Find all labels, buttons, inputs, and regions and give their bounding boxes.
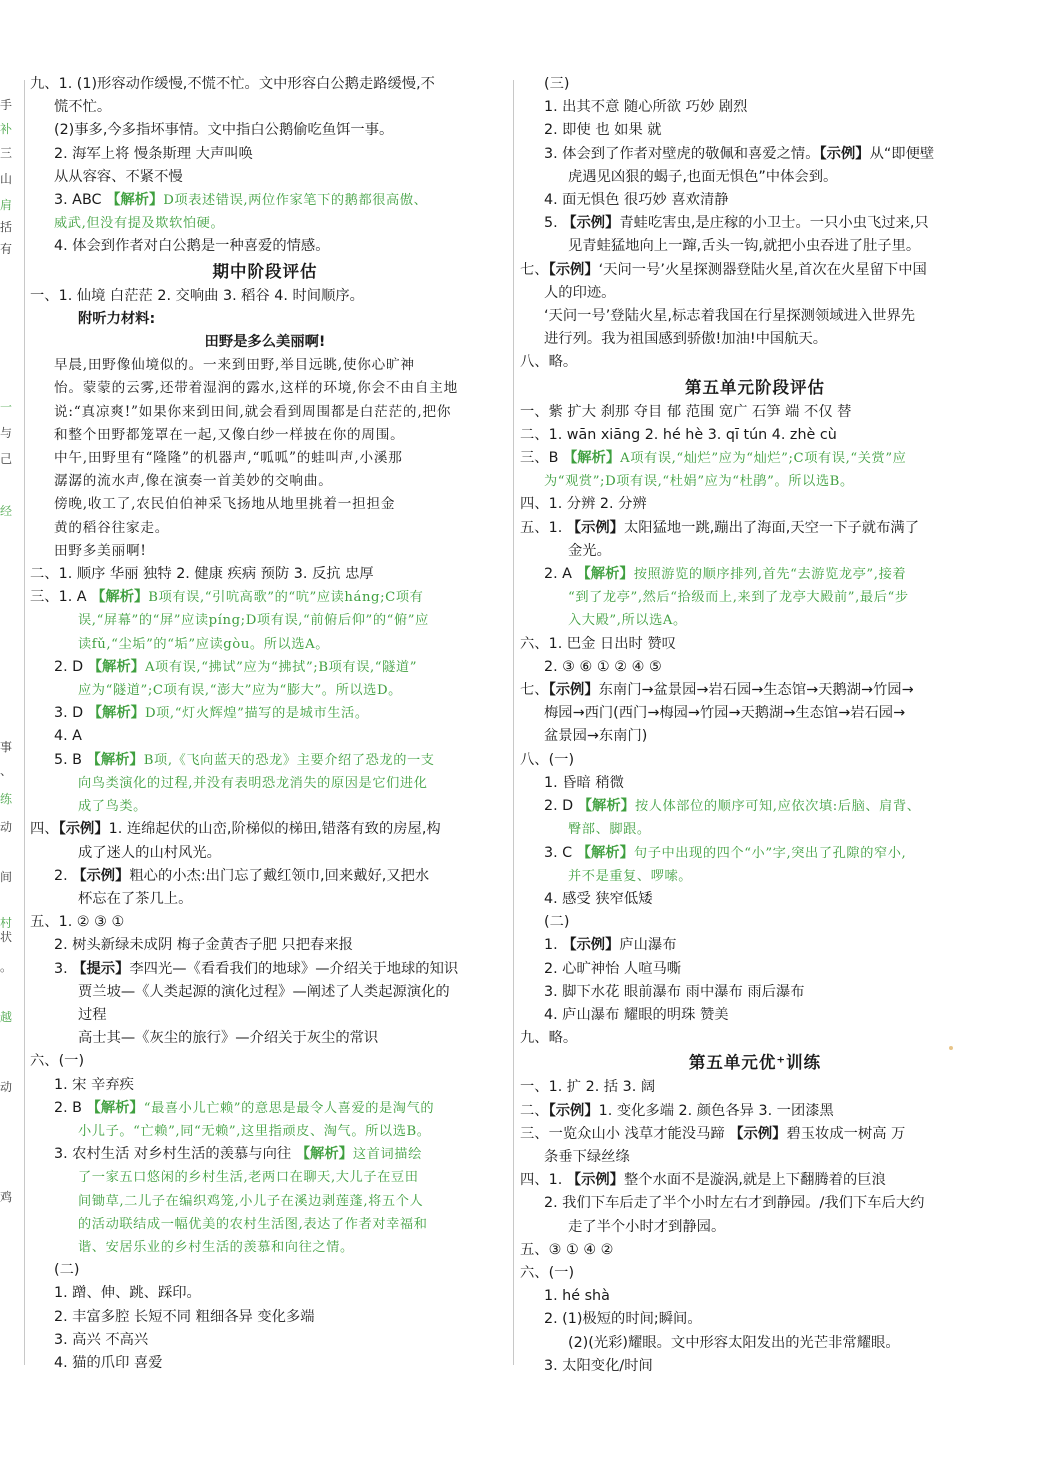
line-text: 3. ABC	[54, 192, 107, 209]
bleed-char: 经	[0, 504, 13, 518]
bleed-char: 动	[0, 1080, 13, 1094]
bleed-char: 一	[0, 400, 13, 414]
answer-line	[30, 1050, 500, 1073]
line-text: 八、(一)	[520, 751, 575, 768]
answer-line	[30, 865, 500, 888]
line-text: (2)(光彩)耀眼。文中形容太阳发出的光芒非常耀眼。	[568, 1334, 900, 1351]
line-text: 中午,田野里有“隆隆”的机器声,“呱呱”的蛙叫声,小溪那	[54, 450, 403, 467]
answer-line	[30, 586, 500, 609]
bleed-char: 、	[0, 764, 13, 778]
answer-line	[520, 1308, 990, 1331]
answer-line	[520, 328, 990, 351]
line-text: 2. (1)极短的时间;瞬间。	[544, 1311, 702, 1328]
line-text: 九、1. (1)形容动作缓慢,不慌不忙。文中形容白公鹅走路缓慢,不	[30, 76, 435, 92]
line-text: 2. 心旷神怡 人喧马嘶	[544, 960, 682, 977]
answer-line	[30, 842, 500, 865]
answer-line	[520, 259, 990, 282]
right-column	[520, 73, 990, 1378]
line-text: 二、1. 顺序 华丽 独特 2. 健康 疾病 预防 3. 反抗 忠厚	[30, 566, 374, 583]
answer-line	[520, 1123, 990, 1146]
bleed-char: 间	[0, 870, 13, 884]
answer-line	[30, 981, 500, 1004]
bleed-char: 山	[0, 172, 13, 186]
answer-line	[520, 772, 990, 795]
answer-line	[520, 679, 990, 702]
bleed-char: 手	[0, 98, 13, 112]
analysis-text: A项有误,“拂试”应为“拂拭”;B项有误,“隧道”	[144, 659, 418, 675]
answer-line	[520, 212, 990, 235]
analysis-tag: 【解析】	[91, 589, 149, 606]
line-text: 虎遇见凶狠的蝎子,也面无惧色”中体会到。	[568, 168, 838, 185]
answer-line	[520, 795, 990, 818]
answer-line	[30, 166, 500, 189]
bleed-char: 肩	[0, 198, 13, 212]
line-text: 第五单元优⁺训练	[688, 1053, 822, 1073]
answer-line	[30, 212, 500, 235]
answer-line	[30, 1166, 500, 1189]
answer-line	[30, 1329, 500, 1352]
answer-line	[30, 958, 500, 981]
line-text: 3.	[54, 960, 73, 977]
line-text: 5. B	[54, 751, 87, 768]
answer-line	[30, 401, 500, 424]
answer-line	[520, 911, 990, 934]
line-text: 4. 猫的爪印 喜爱	[54, 1354, 163, 1371]
line-text: 走了半个小时才到静园。	[568, 1218, 726, 1235]
section-title	[520, 1051, 990, 1075]
line-text: 二、1. wān xiāng 2. hé hè 3. qī tún 4. zhè cù	[520, 426, 837, 443]
answer-line	[520, 1285, 990, 1308]
answer-line	[30, 795, 500, 818]
line-text: 4. 庐山瀑布 耀眼的明珠 赞美	[544, 1006, 729, 1023]
line-text: 一、1. 仙境 白茫茫 2. 交响曲 3. 稻谷 4. 时间顺序。	[30, 287, 364, 304]
bleed-char: 括	[0, 220, 13, 234]
line-text: 3. D	[54, 705, 88, 722]
answer-line	[520, 1239, 990, 1262]
line-text: 3. 农村生活 对乡村生活的羡慕与向往	[54, 1146, 296, 1163]
answer-line	[520, 470, 990, 493]
line-text: 2. 海军上将 慢条斯理 大声叫唤	[54, 145, 253, 162]
section-title	[520, 376, 990, 400]
analysis-text: D项表述错误,两位作家笔下的鹅都很高傲、	[163, 193, 428, 209]
line-text: 2.	[54, 867, 73, 884]
section-title	[30, 260, 500, 284]
bleed-char: 越	[0, 1010, 13, 1024]
answer-line	[30, 609, 500, 632]
answer-line	[520, 818, 990, 841]
line-text: 4. 面无惧色 很巧妙 喜欢清静	[544, 192, 729, 209]
answer-line	[520, 1100, 990, 1123]
line-text-cont: 1. 变化多端 2. 颜色各异 3. 一团漆黑	[598, 1102, 834, 1119]
analysis-tag: 【解析】	[106, 192, 164, 209]
example-tag: 【示例】	[72, 867, 130, 884]
line-text: 四、1. 分辨 2. 分辨	[520, 496, 647, 513]
line-text: 田野多美丽啊!	[54, 542, 147, 559]
line-text-cont: 庐山瀑布	[619, 937, 677, 954]
answer-line	[30, 285, 500, 308]
line-text: 并不是重复、啰嗦。	[568, 868, 693, 884]
line-text: 六、(一)	[30, 1053, 85, 1070]
line-text: 见青蛙猛地向上一蹿,舌头一钩,就把小虫吞进了肚子里。	[568, 238, 921, 255]
answer-line	[30, 725, 500, 748]
line-text-cont: 整个水面不是漩涡,就是上下翻腾着的巨浪	[623, 1172, 886, 1189]
answer-line	[30, 1236, 500, 1259]
answer-line	[520, 1027, 990, 1050]
line-text: 1. 蹭、伸、跳、踩印。	[54, 1285, 201, 1302]
line-text: 第五单元阶段评估	[685, 377, 825, 397]
line-text: 人的印迹。	[544, 284, 616, 301]
line-text-cont: 1. 连绵起伏的山峦,阶梯似的梯田,错落有致的房屋,构	[108, 821, 441, 838]
example-tag: 【示例】	[562, 937, 620, 954]
answer-line	[30, 96, 500, 119]
answer-line	[30, 1352, 500, 1375]
line-text: 2. ③ ⑥ ① ② ④ ⑤	[544, 658, 662, 675]
line-text: 的活动联结成一幅优美的农村生活图,表达了作者对幸福和	[78, 1216, 428, 1232]
answer-line	[30, 235, 500, 258]
answer-line	[520, 305, 990, 328]
line-text: 成了迷人的山村风光。	[78, 844, 221, 861]
answer-line	[30, 911, 500, 934]
line-text: 一、紫 扩大 刹那 夺目 郁 范围 宽广 石笋 端 不仅 替	[520, 403, 852, 420]
analysis-tag: 【解析】	[86, 751, 144, 768]
answer-line	[30, 377, 500, 400]
example-tag: 【示例】	[819, 145, 870, 162]
answer-line	[30, 633, 500, 656]
answer-line	[520, 609, 990, 632]
answer-line	[30, 1259, 500, 1282]
bleed-char: 状	[0, 930, 13, 944]
answer-line	[520, 1169, 990, 1192]
analysis-tag: 【解析】	[87, 658, 145, 675]
answer-line	[520, 702, 990, 725]
analysis-tag: 【解析】	[295, 1146, 353, 1163]
answer-line	[30, 1004, 500, 1027]
answer-line	[520, 540, 990, 563]
line-text-cont: 粗心的小杰:出门忘了戴红领巾,回来戴好,又把水	[129, 867, 430, 884]
answer-line	[520, 493, 990, 516]
line-text: 条垂下绿丝绦	[544, 1148, 630, 1165]
line-text-cont: 青蛙吃害虫,是庄稼的小卫士。一只小虫飞过来,只	[619, 215, 929, 232]
line-text: 1. 出其不意 随心所欲 巧妙 剧烈	[544, 99, 748, 116]
answer-line	[30, 517, 500, 540]
line-text: 七、	[520, 261, 549, 278]
answer-line	[520, 166, 990, 189]
answer-line	[30, 888, 500, 911]
line-text: 威武,但没有提及欺软怕硬。	[54, 216, 225, 232]
example-tag: 【示例】	[548, 1102, 599, 1119]
line-text: 3. 体会到了作者对壁虎的敬佩和喜爱之情。	[544, 145, 820, 162]
answer-line	[520, 725, 990, 748]
answer-line	[520, 73, 990, 96]
column-divider	[513, 80, 514, 1365]
line-text-cont: 太阳猛地一跳,蹦出了海面,天空一下子就布满了	[623, 519, 919, 536]
line-text: 1.	[544, 937, 563, 954]
answer-line	[520, 143, 990, 166]
line-text: 2. B	[54, 1099, 87, 1116]
line-text-cont: ‘天问一号’火星探测器登陆火星,首次在火星留下中国	[598, 261, 927, 278]
example-tag: 【示例】	[729, 1125, 787, 1142]
answer-line	[30, 563, 500, 586]
decorative-dot	[949, 1046, 953, 1050]
answer-line	[520, 656, 990, 679]
answer-line	[520, 749, 990, 772]
line-text: 期中阶段评估	[212, 261, 318, 281]
line-text: 九、略。	[520, 1030, 578, 1047]
answer-line	[30, 818, 500, 841]
line-text: (三)	[544, 76, 570, 92]
line-text: (2)事多,今多指坏事情。文中指白公鹅偷吃鱼饵一事。	[54, 122, 394, 139]
bleed-char: 鸡	[0, 1190, 13, 1204]
answer-line	[520, 282, 990, 305]
line-text: 4. 体会到作者对白公鹅是一种喜爱的情感。	[54, 238, 330, 255]
line-text: 1. 昏暗 稍微	[544, 774, 624, 791]
answer-line	[520, 842, 990, 865]
line-text: 成了鸟类。	[78, 799, 147, 815]
answer-line	[520, 865, 990, 888]
answer-line	[30, 119, 500, 142]
line-text: (二)	[54, 1262, 80, 1279]
line-text: 了一家五口悠闲的乡村生活,老两口在聊天,大儿子在豆田	[78, 1170, 419, 1186]
answer-line	[30, 1097, 500, 1120]
answer-line	[520, 958, 990, 981]
line-text-cont: 从“即便壁	[869, 145, 935, 162]
analysis-text: D项,“灯火辉煌”描写的是城市生活。	[144, 706, 369, 722]
answer-line	[30, 1190, 500, 1213]
line-text-cont: 碧玉妆成一树高 万	[786, 1125, 906, 1142]
bleed-char: 补	[0, 122, 13, 136]
answer-line	[520, 1192, 990, 1215]
answer-line	[30, 1282, 500, 1305]
answer-line	[520, 235, 990, 258]
answer-line	[520, 517, 990, 540]
answer-line	[30, 749, 500, 772]
analysis-tag: 【解析】	[562, 450, 621, 467]
line-text: 慌不忙。	[54, 99, 112, 116]
line-text: 读fǔ,“尘垢”的“垢”应读gòu。所以选A。	[78, 636, 329, 652]
line-text: 向鸟类演化的过程,并没有表明恐龙消失的原因是它们进化	[78, 775, 428, 791]
line-text: 附听力材料:	[78, 310, 156, 327]
bleed-char: 。	[0, 960, 13, 974]
analysis-tag: 【解析】	[576, 566, 634, 583]
line-text: 六、(一)	[520, 1264, 575, 1281]
line-text: 3. 高兴 不高兴	[54, 1331, 149, 1348]
analysis-text: 句子中出现的四个“小”字,突出了孔隙的窄小,	[633, 845, 907, 861]
line-text: 黄的稻谷往家走。	[54, 519, 170, 536]
answer-line	[30, 354, 500, 377]
bleed-char: 事	[0, 740, 13, 754]
line-text: 傍晚,收工了,农民伯伯神采飞扬地从地里挑着一担担金	[54, 496, 396, 513]
analysis-text: 按照游览的顺序排列,首先“去游览龙亭”,接着	[633, 567, 907, 583]
line-text: 从从容容、不紧不慢	[54, 168, 183, 185]
answer-line	[520, 888, 990, 911]
answer-line	[30, 702, 500, 725]
answer-line	[30, 1027, 500, 1050]
line-text: 高士其—《灰尘的旅行》—介绍关于灰尘的常识	[78, 1030, 379, 1047]
answer-line	[30, 189, 500, 212]
analysis-text: B项有误,“引吭高歌”的“吭”应读háng;C项有	[148, 590, 424, 606]
answer-line	[30, 143, 500, 166]
line-text-cont: 东南门→盆景园→岩石园→生态馆→天鹅湖→竹园→	[598, 682, 914, 699]
analysis-text: 这首词描绘	[352, 1147, 422, 1163]
analysis-text: A项有误,“灿烂”应为“灿烂”;C项有误,“关赏”应	[620, 451, 907, 467]
bleed-char: 与	[0, 426, 13, 440]
line-text: 间锄草,二儿子在编织鸡笼,小儿子在溪边剥莲蓬,将五个人	[78, 1193, 424, 1209]
line-text: 四、1.	[520, 1172, 567, 1189]
line-text: 应为“隧道”;C项有误,“澎大”应为“膨大”。所以选D。	[78, 683, 402, 699]
answer-line	[520, 424, 990, 447]
answer-line	[520, 96, 990, 119]
answer-line	[30, 424, 500, 447]
line-text: 五、③ ① ④ ②	[520, 1241, 614, 1258]
line-text: 2. A	[544, 566, 577, 583]
answer-line	[520, 981, 990, 1004]
line-text: 3. C	[544, 844, 577, 861]
line-text: 一、1. 扩 2. 括 3. 阔	[520, 1079, 656, 1096]
bleed-char: 己	[0, 452, 13, 466]
answer-line	[30, 1213, 500, 1236]
answer-line	[520, 934, 990, 957]
line-text: 潺潺的流水声,像在演奏一首美妙的交响曲。	[54, 473, 333, 490]
answer-line	[30, 331, 500, 354]
line-text: 二、	[520, 1102, 549, 1119]
answer-line	[30, 470, 500, 493]
line-text: 2. D	[544, 798, 578, 815]
line-text: 2. 丰富多腔 长短不同 粗细各异 变化多端	[54, 1308, 315, 1325]
line-text-cont: 李四光—《看看我们的地球》—介绍关于地球的知识	[129, 960, 459, 977]
answer-line	[520, 563, 990, 586]
line-text: 1. 宋 辛弃疾	[54, 1076, 134, 1093]
line-text: ‘天问一号’登陆火星,标志着我国在行星探测领域进入世界先	[544, 308, 916, 325]
line-text: 2. 我们下车后走了半个小时左右才到静园。/我们下车后大约	[544, 1195, 925, 1212]
line-text: 谐、安居乐业的乡村生活的羡慕和向往之情。	[78, 1239, 354, 1255]
line-text: 怡。蒙蒙的云雾,还带着湿润的露水,这样的环境,你会不由自主地	[54, 380, 458, 397]
analysis-text: B项,《飞向蓝天的恐龙》主要介绍了恐龙的一支	[143, 752, 435, 768]
line-text: 三、1. A	[30, 589, 92, 606]
line-text: 小儿子。“亡赖”,同“无赖”,这里指顽皮、淘气。所以选B。	[78, 1123, 431, 1139]
line-text: 四、	[30, 821, 59, 838]
line-text: 盆景园→东南门)	[544, 728, 648, 745]
line-text: 杯忘在了茶几上。	[78, 890, 193, 907]
line-text: 1. hé shà	[544, 1288, 610, 1305]
bleed-char: 动	[0, 820, 13, 834]
answer-line	[30, 772, 500, 795]
bleed-char: 三	[0, 146, 13, 160]
answer-line	[520, 1146, 990, 1169]
analysis-text: 按人体部位的顺序可知,应依次填:后脑、肩背、	[634, 799, 921, 815]
analysis-text: “最喜小儿亡赖”的意思是最令人喜爱的是淘气的	[143, 1100, 435, 1116]
example-tag: 【示例】	[562, 215, 620, 232]
example-tag: 【示例】	[548, 261, 599, 278]
line-text: 2. 即使 也 如果 就	[544, 122, 662, 139]
answer-line	[30, 679, 500, 702]
answer-line	[520, 1355, 990, 1378]
answer-line	[30, 1074, 500, 1097]
line-text: 误,“屏幕”的“屏”应读píng;D项有误,“前俯后仰”的“俯”应	[78, 613, 429, 629]
line-text: 三、B	[520, 450, 563, 467]
line-text: 为“观赏”;D项有误,“杜娟”应为“杜鹃”。所以选B。	[544, 474, 854, 490]
line-text: 五、1.	[520, 519, 567, 536]
line-text: 进行列。我为祖国感到骄傲!加油!中国航天。	[544, 331, 828, 348]
line-text: 三、一览众山小 浅草才能没马蹄	[520, 1125, 730, 1142]
line-text: 4. 感受 狭窄低矮	[544, 890, 653, 907]
line-text: 过程	[78, 1006, 107, 1023]
answer-line	[30, 308, 500, 331]
line-text: 七、	[520, 682, 549, 699]
answer-line	[520, 1004, 990, 1027]
line-text: 2. 树头新绿未成阴 梅子金黄杏子肥 只把春来报	[54, 937, 353, 954]
example-tag: 【示例】	[566, 519, 624, 536]
answer-line	[520, 401, 990, 424]
answer-line	[30, 656, 500, 679]
bleed-char: 练	[0, 792, 13, 806]
answer-line	[30, 540, 500, 563]
line-text: 六、1. 巴金 日出时 赞叹	[520, 635, 676, 652]
line-text: 五、1. ② ③ ①	[30, 914, 125, 931]
line-text: 2. D	[54, 658, 88, 675]
left-margin-rule	[24, 80, 25, 1365]
line-text: 早晨,田野像仙境似的。一来到田野,举目远眺,使你心旷神	[54, 357, 415, 374]
line-text: 梅园→西门(西门→梅园→竹园→天鹅湖→生态馆→岩石园→	[544, 705, 906, 722]
answer-line	[520, 586, 990, 609]
answer-line	[520, 351, 990, 374]
line-text: 说:“真凉爽!”如果你来到田间,就会看到周围都是白茫茫的,把你	[54, 403, 452, 420]
line-text: 5.	[544, 215, 563, 232]
answer-line	[30, 1306, 500, 1329]
line-text: 臀部、脚跟。	[568, 822, 651, 838]
example-tag: 【示例】	[566, 1172, 624, 1189]
line-text: (二)	[544, 914, 570, 931]
line-text: 4. A	[54, 728, 82, 745]
line-text: 八、略。	[520, 354, 578, 371]
line-text: 贾兰坡—《人类起源的演化过程》—阐述了人类起源演化的	[78, 983, 450, 1000]
answer-line	[520, 119, 990, 142]
answer-line	[520, 1262, 990, 1285]
example-tag: 【示例】	[58, 821, 109, 838]
answer-line	[30, 1143, 500, 1166]
answer-line	[520, 189, 990, 212]
answer-line	[520, 1216, 990, 1239]
left-column	[30, 73, 500, 1375]
example-tag: 【示例】	[548, 682, 599, 699]
answer-line	[30, 447, 500, 470]
example-tag: 【提示】	[72, 960, 130, 977]
answer-line	[30, 934, 500, 957]
bleed-char: 村	[0, 916, 13, 930]
answer-line	[520, 633, 990, 656]
answer-line	[30, 493, 500, 516]
analysis-tag: 【解析】	[576, 844, 634, 861]
line-text: 田野是多么美丽啊!	[204, 334, 326, 351]
analysis-tag: 【解析】	[86, 1099, 144, 1116]
analysis-tag: 【解析】	[87, 705, 145, 722]
line-text: “到了龙亭”,然后“拾级而上,来到了龙亭大殿前”,最后“步	[568, 590, 909, 606]
analysis-tag: 【解析】	[577, 798, 635, 815]
line-text: 金光。	[568, 542, 611, 559]
answer-line	[520, 447, 990, 470]
answer-line	[30, 73, 500, 96]
left-edge-bleed-text	[0, 80, 14, 1280]
bleed-char: 有	[0, 242, 13, 256]
answer-line	[30, 1120, 500, 1143]
line-text: 3. 太阳变化/时间	[544, 1357, 653, 1374]
line-text: 和整个田野都笼罩在一起,又像白纱一样披在你的周围。	[54, 426, 405, 443]
answer-line	[520, 1076, 990, 1099]
answer-line	[520, 1332, 990, 1355]
line-text: 入大殿”,所以选A。	[568, 613, 687, 629]
line-text: 3. 脚下水花 眼前瀑布 雨中瀑布 雨后瀑布	[544, 983, 805, 1000]
